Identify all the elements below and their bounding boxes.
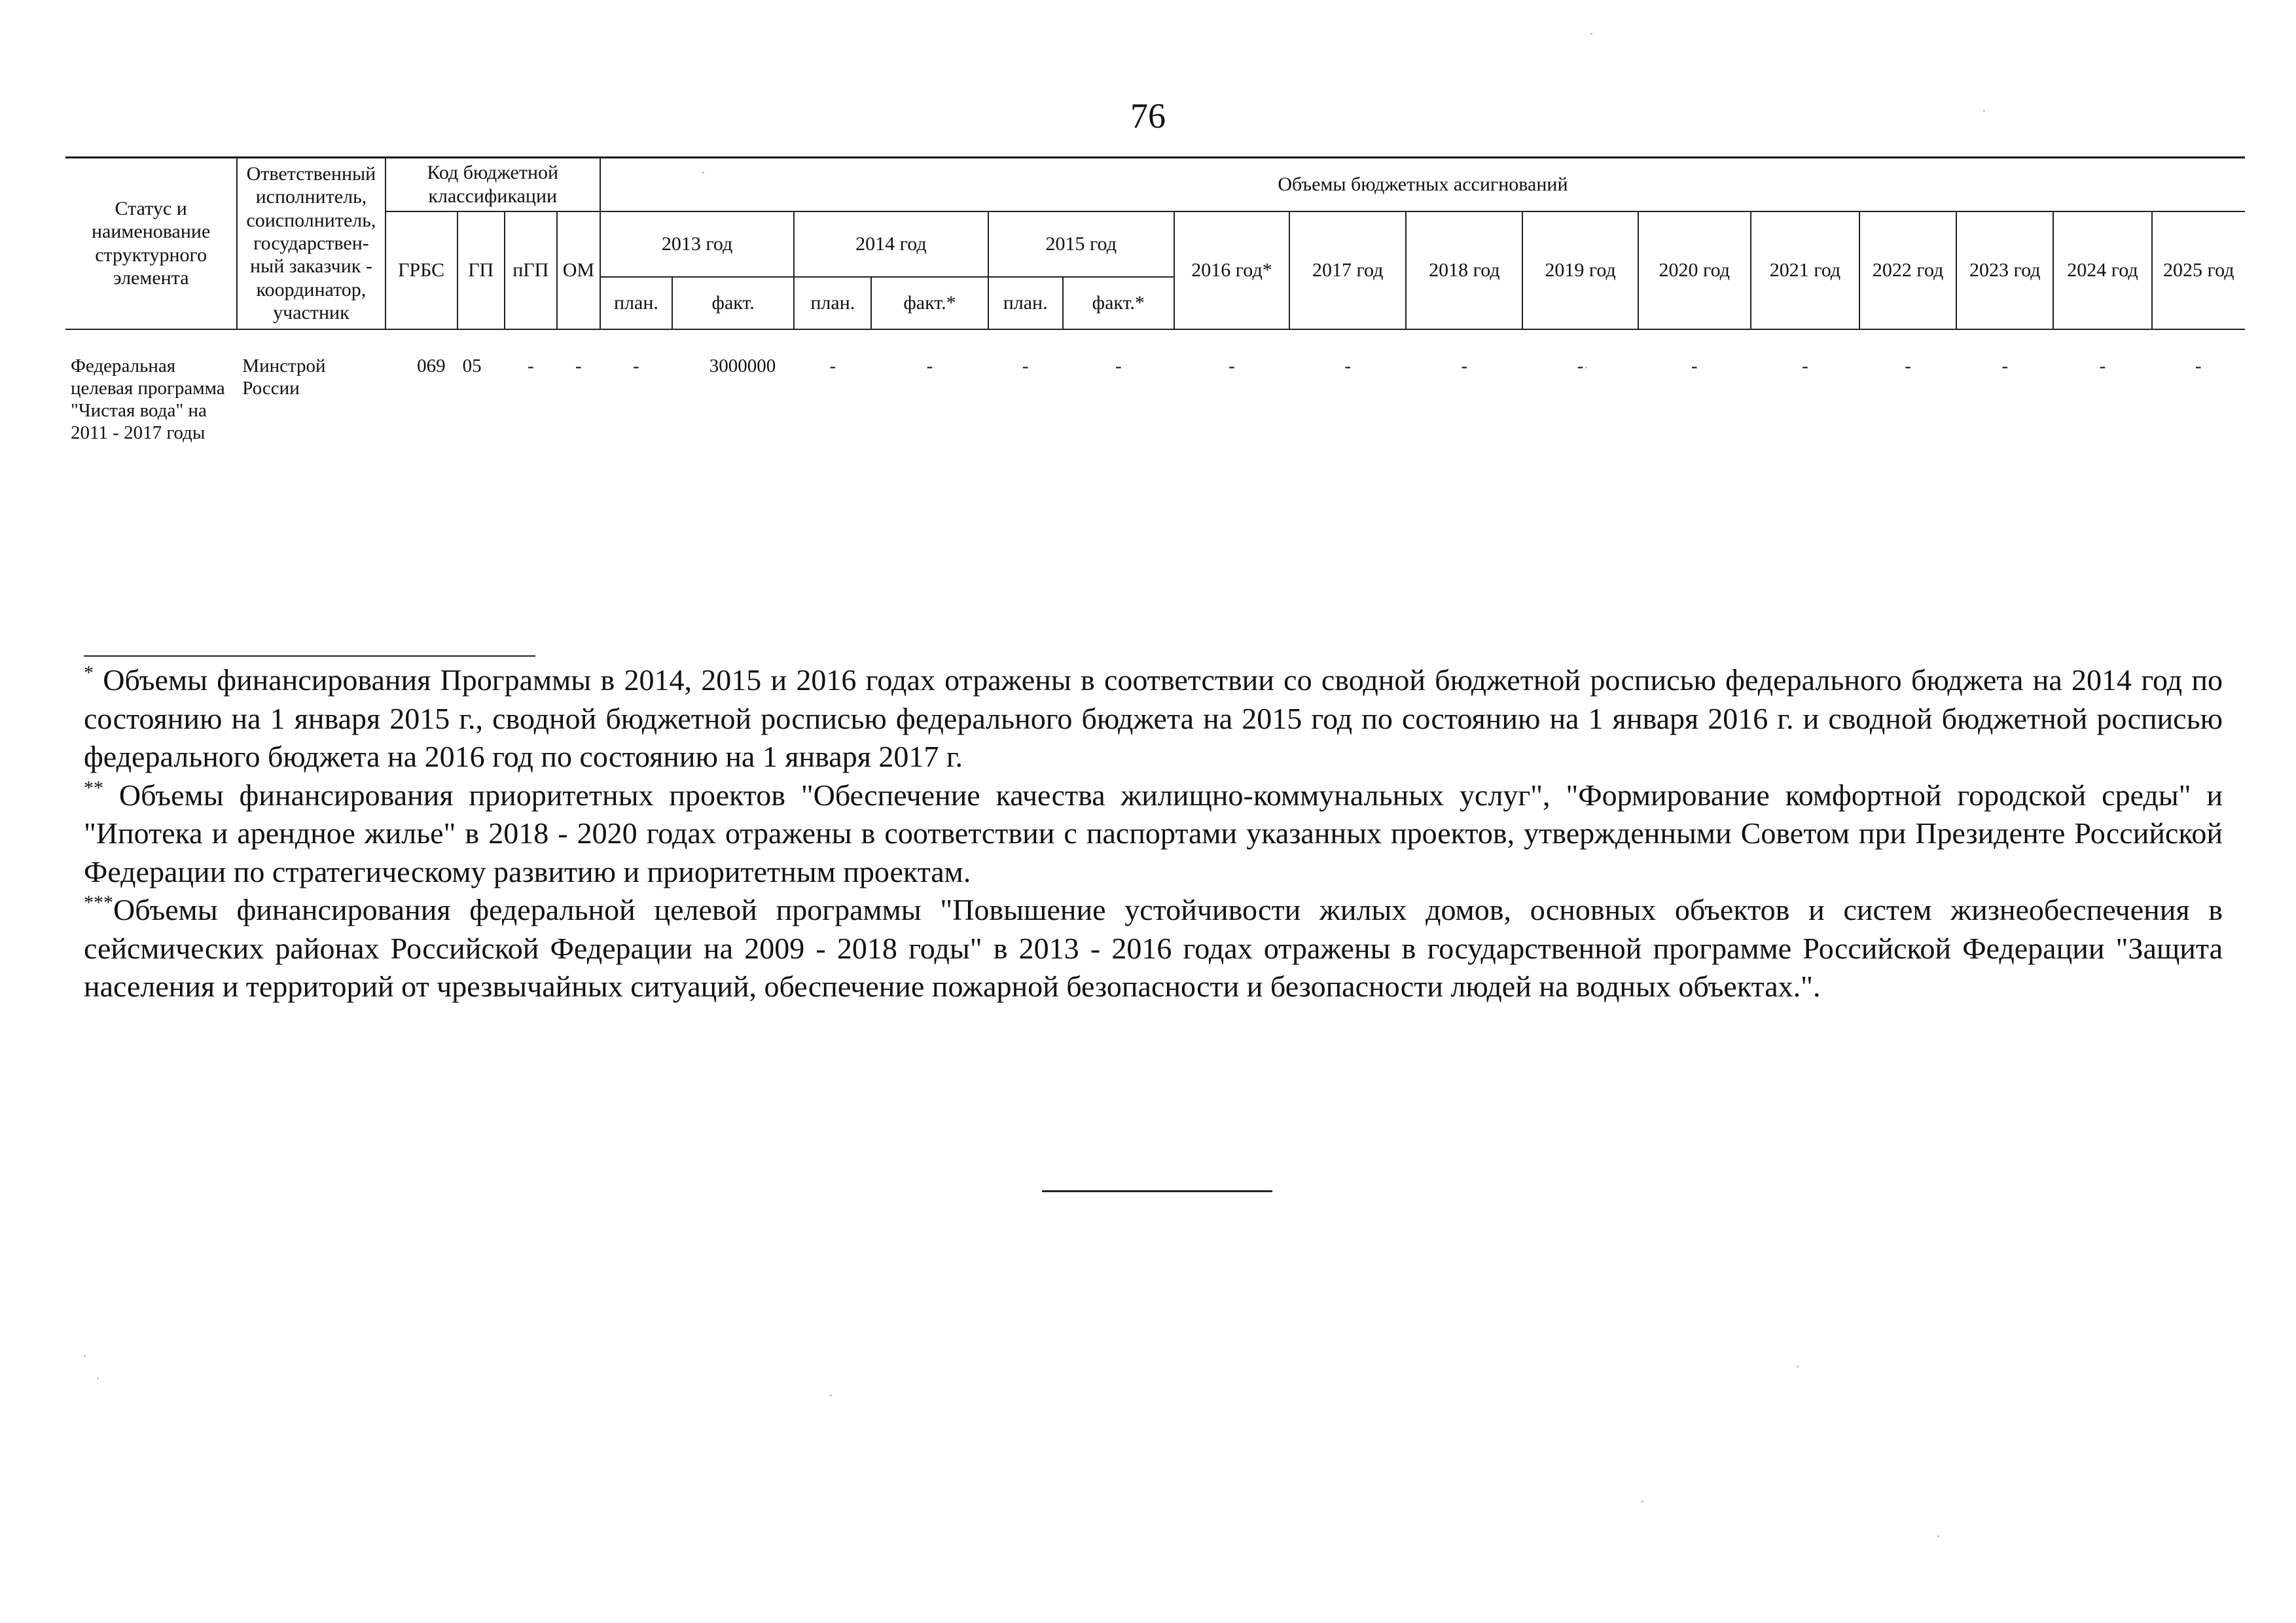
- budget-allocations-table: [65, 156, 2245, 545]
- footnote-1-mark: *: [84, 662, 94, 684]
- header-2015-fact: факт.*: [1063, 277, 1174, 329]
- table-row: [65, 329, 2245, 545]
- footnote-2: [84, 776, 2223, 892]
- row-2024: -: [2099, 355, 2106, 376]
- scan-speck: [84, 1355, 86, 1357]
- page-number: 76: [1130, 96, 1166, 136]
- header-year-2024: 2024 год: [2053, 211, 2151, 329]
- scan-speck: [1983, 110, 1985, 112]
- footnote-1-text: Объемы финансирования Программы в 2014, 2015 и 2016 годах отражены в соответствии со сводной бюджетной росписью федерального бюджета на 2014 год по состоянию на 1 января 2015 г., сводной бюджетной росписью федерального бюджета на 2015 год по состоянию на 1 января 2016 г. и сводной бюджетной росписью федерального бюджета на 2016 год по состоянию на 1 января 2017 г.: [84, 663, 2223, 773]
- row-2015-plan: -: [1022, 355, 1029, 376]
- header-2015-plan: план.: [988, 277, 1063, 329]
- header-year-2022: 2022 год: [1859, 211, 1956, 329]
- header-year-2025: 2025 год: [2152, 211, 2245, 329]
- header-year-2015: 2015 год: [988, 211, 1174, 277]
- footnote-3-text: Объемы финансирования федеральной целевой программы "Повышение устойчивости жилых домов, основных объектов и систем жизнеобеспечения в сейсмических районах Российской Федерации на 2009 - 2018 годы" в 2013 - 2016 годах отражены в государственной программе Российской Федерации "Защита населения и территорий от чрезвычайных ситуаций, обеспечение пожарной безопасности и безопасности людей на водных объектах.".: [84, 893, 2223, 1003]
- row-2014-plan: -: [829, 355, 836, 376]
- row-2013-fact: 3000000: [709, 355, 776, 376]
- row-2017: -: [1344, 355, 1352, 376]
- header-2014-plan: план.: [794, 277, 871, 329]
- footnotes: [84, 661, 2223, 1006]
- row-program-name: Федеральная целевая программа "Чистая вода" на 2011 - 2017 годы: [71, 355, 225, 444]
- row-2025: -: [2195, 355, 2202, 376]
- header-year-2020: 2020 год: [1638, 211, 1751, 329]
- footnote-1: [84, 661, 2223, 776]
- row-code-pgp: -: [527, 355, 534, 376]
- header-year-2021: 2021 год: [1751, 211, 1859, 329]
- row-executor: Минстрой России: [242, 355, 326, 399]
- header-year-2018: 2018 год: [1406, 211, 1522, 329]
- header-code-om: ОМ: [557, 211, 600, 329]
- row-2015-fact: -: [1115, 355, 1122, 376]
- scan-speck: [1585, 367, 1587, 369]
- scan-speck: [97, 1377, 99, 1379]
- row-2013-plan: -: [633, 355, 639, 376]
- row-2014-fact: -: [926, 355, 933, 376]
- footnote-3: [84, 891, 2223, 1006]
- scan-speck: [1937, 1535, 1939, 1537]
- row-2021: -: [1802, 355, 1808, 376]
- footnote-3-mark: ***: [84, 892, 113, 913]
- row-code-gp: 05: [462, 355, 482, 376]
- header-code-pgp: пГП: [505, 211, 557, 329]
- row-2020: -: [1691, 355, 1698, 376]
- row-2018: -: [1461, 355, 1468, 376]
- header-code-gp: ГП: [457, 211, 505, 329]
- row-2016: -: [1229, 355, 1235, 376]
- header-year-2019: 2019 год: [1522, 211, 1638, 329]
- row-2023: -: [2001, 355, 2009, 376]
- row-code-grbs: 069: [417, 355, 446, 376]
- header-year-2014: 2014 год: [794, 211, 988, 277]
- header-budget-volumes: Объемы бюджетных ассигнований: [600, 158, 2245, 211]
- footnote-separator: [84, 655, 535, 657]
- scan-speck: [1797, 1366, 1799, 1368]
- scan-speck: [702, 172, 704, 173]
- header-year-2013: 2013 год: [600, 211, 794, 277]
- row-code-om: -: [575, 355, 582, 376]
- footnote-2-text: Объемы финансирования приоритетных проектов "Обеспечение качества жилищно-коммунальных услуг", "Формирование комфортной городской среды" и "Ипотека и арендное жилье" в 2018 - 2020 годах отражены в соответствии с паспортами указанных проектов, утвержденными Советом при Президенте Российской Федерации по стратегическому развитию и приоритетным проектам.: [84, 778, 2223, 888]
- row-2019: -: [1577, 355, 1584, 376]
- header-year-2016: 2016 год*: [1174, 211, 1289, 329]
- header-budget-code: Код бюджетной классификации: [386, 158, 600, 211]
- header-2014-fact: факт.*: [871, 277, 988, 329]
- header-2013-fact: факт.: [672, 277, 794, 329]
- scan-speck: [1641, 1501, 1643, 1503]
- row-2022: -: [1905, 355, 1911, 376]
- scan-speck: [1590, 33, 1592, 35]
- header-2013-plan: план.: [600, 277, 672, 329]
- header-executor: Ответственный исполнитель, соисполнитель, государствен-ный заказчик - координатор, участник: [237, 158, 385, 329]
- header-year-2023: 2023 год: [1956, 211, 2053, 329]
- header-status: Статус и наименование структурного элемента: [65, 158, 237, 329]
- footnote-2-mark: **: [84, 776, 103, 799]
- header-year-2017: 2017 год: [1289, 211, 1406, 329]
- end-of-section-rule: [1042, 1190, 1272, 1192]
- scan-speck: [830, 1395, 832, 1396]
- header-code-grbs: ГРБС: [386, 211, 457, 329]
